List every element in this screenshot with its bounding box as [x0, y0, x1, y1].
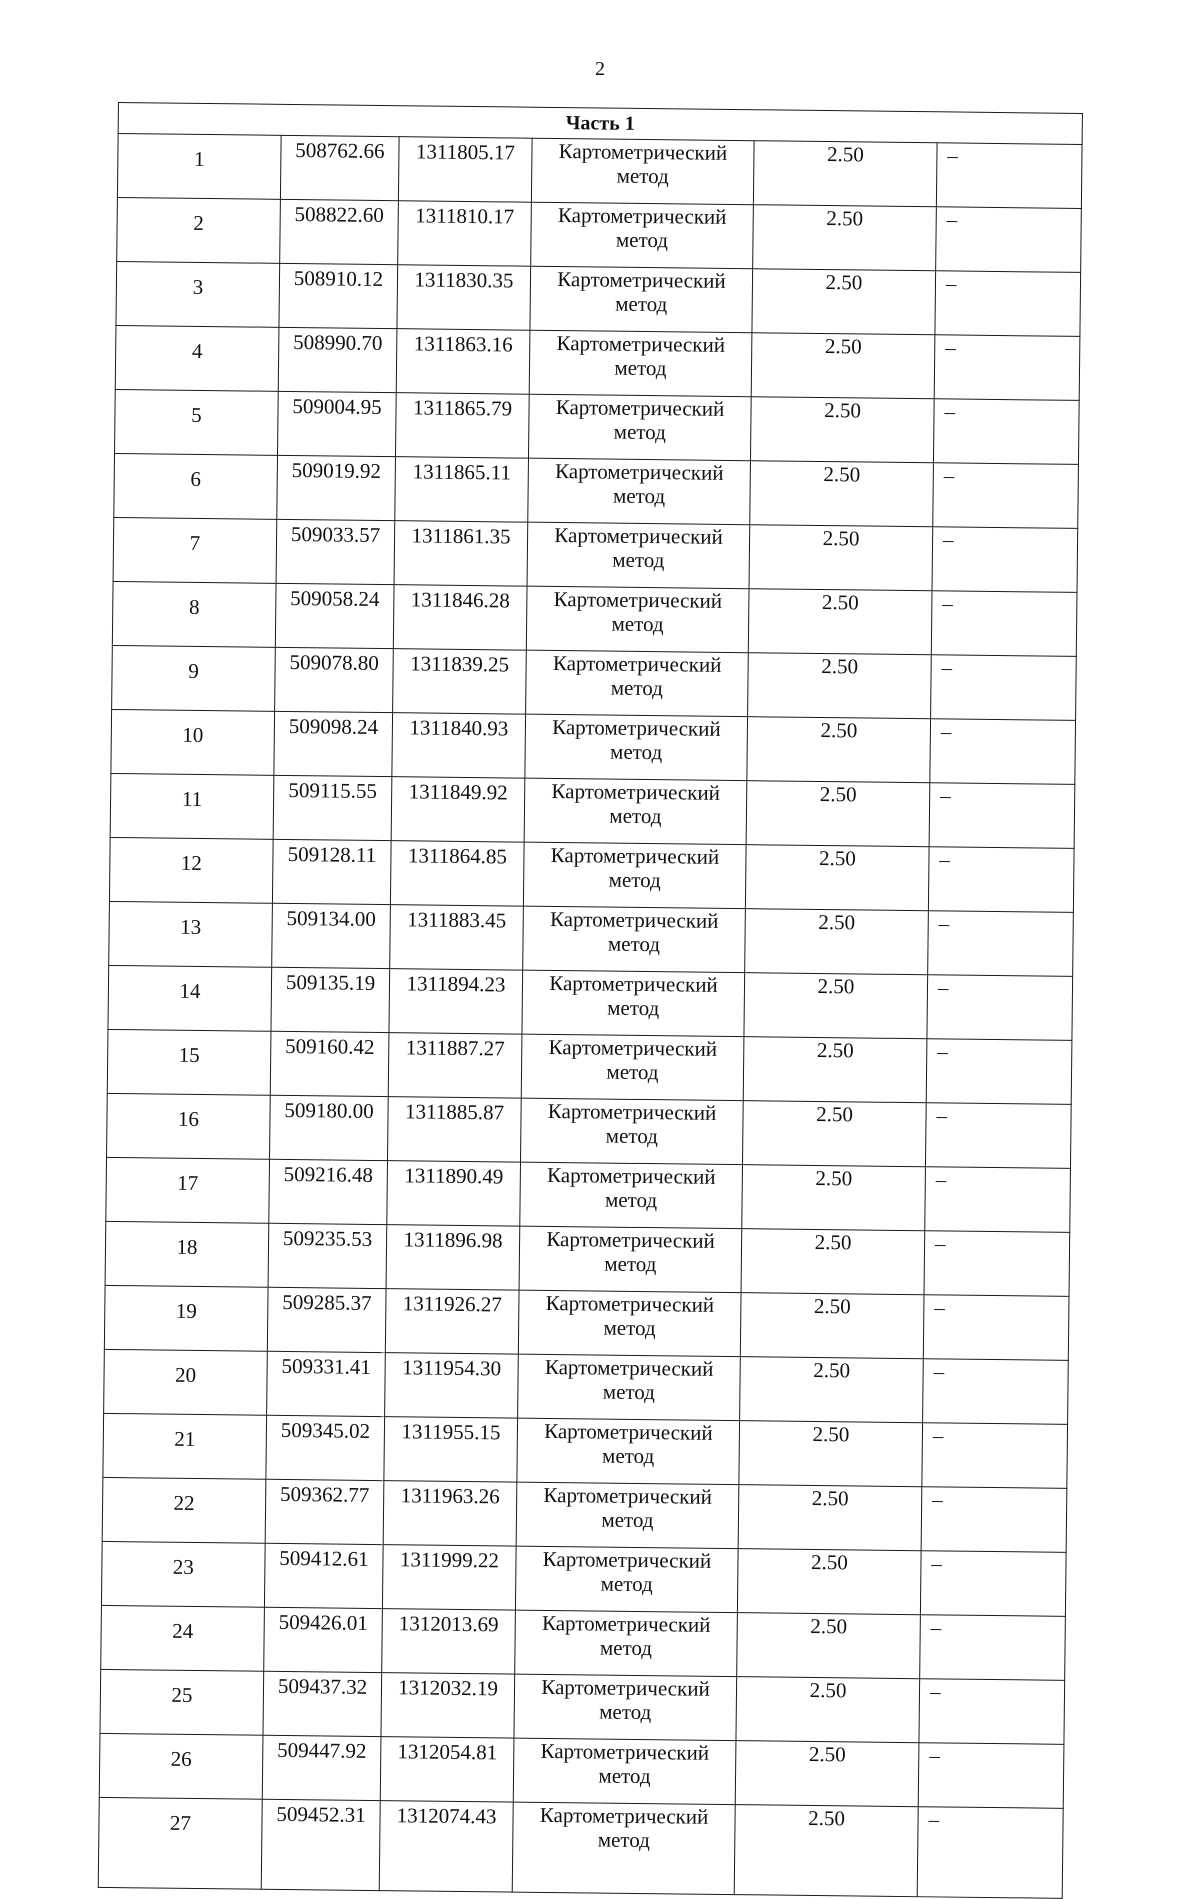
method-line-2: метод	[605, 1123, 658, 1149]
y-coordinate-cell: 1311865.79	[395, 393, 529, 459]
coordinates-table	[98, 102, 1083, 1899]
method-cell	[517, 1418, 740, 1485]
table-row	[110, 773, 1075, 848]
point-number-cell: 18	[105, 1221, 269, 1287]
point-number-cell: 1	[117, 134, 281, 200]
method-cell	[528, 394, 751, 461]
accuracy-cell: 2.50	[742, 1165, 926, 1231]
point-number-cell: 21	[103, 1413, 267, 1479]
method-cell	[529, 330, 752, 397]
method-line-2: метод	[611, 611, 664, 637]
point-number-cell: 25	[100, 1669, 264, 1735]
y-coordinate-cell: 1312074.43	[379, 1801, 513, 1893]
dash-mark: –	[932, 1423, 944, 1448]
method-line-2: метод	[601, 1507, 654, 1533]
table-row	[113, 517, 1078, 592]
method-line-2: метод	[601, 1443, 655, 1469]
point-number-cell: 27	[98, 1797, 262, 1889]
table-row	[99, 1733, 1064, 1808]
x-coordinate-cell: 509447.92	[262, 1735, 381, 1800]
note-cell	[930, 719, 1076, 785]
table-row	[100, 1669, 1065, 1744]
method-line-2: метод	[614, 355, 667, 381]
method-line-1: Картометрический	[541, 1674, 710, 1701]
method-line-1: Картометрический	[541, 1610, 711, 1637]
y-coordinate-cell: 1311865.11	[395, 457, 529, 523]
y-coordinate-cell: 1311896.98	[386, 1225, 520, 1291]
note-cell	[922, 1423, 1068, 1489]
table-row	[101, 1605, 1066, 1680]
x-coordinate-cell: 509098.24	[274, 711, 393, 776]
method-line-1: Картометрический	[539, 1802, 709, 1829]
note-cell	[919, 1679, 1065, 1745]
method-line-2: метод	[599, 1635, 653, 1661]
accuracy-cell: 2.50	[747, 717, 931, 783]
note-cell	[918, 1743, 1064, 1809]
x-coordinate-cell: 508990.70	[278, 327, 397, 392]
table-row	[117, 134, 1082, 209]
point-number-cell: 16	[107, 1093, 271, 1159]
dash-mark: –	[939, 847, 951, 872]
note-cell	[932, 527, 1078, 593]
point-number-cell: 20	[104, 1349, 268, 1415]
x-coordinate-cell: 509412.61	[264, 1543, 383, 1608]
dash-mark: –	[930, 1615, 942, 1640]
y-coordinate-cell: 1312013.69	[382, 1609, 516, 1675]
note-cell	[928, 911, 1074, 977]
accuracy-cell: 2.50	[742, 1101, 926, 1167]
table-row	[107, 1093, 1072, 1168]
accuracy-cell: 2.50	[748, 653, 932, 719]
dash-mark: –	[946, 207, 958, 232]
method-line-2: метод	[598, 1763, 651, 1789]
point-number-cell: 17	[106, 1157, 270, 1223]
point-number-cell: 22	[102, 1477, 266, 1543]
method-cell	[531, 202, 754, 269]
x-coordinate-cell: 509452.31	[261, 1799, 380, 1890]
method-line-2: метод	[616, 163, 669, 189]
method-line-2: метод	[607, 995, 660, 1021]
y-coordinate-cell: 1311883.45	[390, 905, 524, 971]
section-title: Часть 1	[118, 103, 1082, 145]
accuracy-cell: 2.50	[752, 269, 936, 335]
method-line-1: Картометрический	[548, 1034, 718, 1061]
x-coordinate-cell: 509345.02	[266, 1415, 385, 1480]
accuracy-cell: 2.50	[737, 1549, 921, 1615]
table-row	[112, 645, 1077, 720]
y-coordinate-cell: 1311890.49	[387, 1161, 521, 1227]
x-coordinate-cell: 509115.55	[273, 775, 392, 840]
method-line-2: метод	[606, 1059, 659, 1085]
point-number-cell: 2	[117, 197, 281, 263]
dash-mark: –	[943, 463, 955, 488]
x-coordinate-cell: 509362.77	[265, 1479, 384, 1544]
accuracy-cell: 2.50	[739, 1421, 923, 1487]
method-line-2: метод	[610, 675, 664, 701]
point-number-cell: 24	[101, 1605, 265, 1671]
dash-mark: –	[931, 1551, 943, 1576]
y-coordinate-cell: 1311963.26	[383, 1481, 517, 1547]
dash-mark: –	[933, 1359, 945, 1384]
method-cell	[526, 586, 749, 653]
dash-mark: –	[928, 1807, 940, 1832]
accuracy-cell: 2.50	[734, 1805, 918, 1897]
dash-mark: –	[934, 1295, 946, 1320]
x-coordinate-cell: 509216.48	[269, 1159, 388, 1224]
method-cell	[519, 1226, 742, 1293]
point-number-cell: 11	[110, 773, 274, 839]
x-coordinate-cell: 509160.42	[270, 1031, 389, 1096]
note-cell	[920, 1551, 1066, 1617]
method-line-1: Картометрический	[558, 139, 728, 165]
point-number-cell: 10	[111, 709, 275, 775]
method-line-1: Картометрический	[540, 1738, 710, 1765]
y-coordinate-cell: 1311954.30	[385, 1353, 519, 1419]
table-row	[108, 965, 1073, 1040]
method-cell	[525, 714, 748, 781]
method-cell	[518, 1290, 741, 1357]
method-line-1: Картометрический	[553, 586, 723, 613]
y-coordinate-cell: 1311863.16	[396, 329, 530, 395]
table-row	[109, 901, 1074, 976]
method-cell	[522, 970, 745, 1037]
method-cell	[524, 778, 747, 845]
note-cell	[929, 783, 1075, 849]
accuracy-cell: 2.50	[750, 461, 934, 527]
method-line-2: метод	[612, 547, 665, 573]
y-coordinate-cell: 1311999.22	[382, 1545, 516, 1611]
y-coordinate-cell: 1311846.28	[393, 585, 527, 651]
x-coordinate-cell: 509331.41	[267, 1351, 386, 1416]
note-cell	[923, 1359, 1069, 1425]
note-cell	[928, 847, 1074, 913]
dash-mark: –	[938, 911, 950, 936]
y-coordinate-cell: 1311885.87	[388, 1097, 522, 1163]
point-number-cell: 23	[101, 1541, 265, 1607]
note-cell	[920, 1615, 1066, 1681]
method-line-1: Картометрический	[552, 650, 722, 677]
accuracy-cell: 2.50	[753, 141, 937, 207]
page-number: 2	[595, 58, 605, 80]
x-coordinate-cell: 509180.00	[270, 1095, 389, 1160]
accuracy-cell: 2.50	[745, 909, 929, 975]
note-cell	[925, 1167, 1071, 1233]
point-number-cell: 7	[113, 517, 277, 583]
x-coordinate-cell: 509135.19	[271, 967, 390, 1032]
accuracy-cell: 2.50	[746, 781, 930, 847]
accuracy-cell: 2.50	[748, 589, 932, 655]
y-coordinate-cell: 1311887.27	[388, 1033, 522, 1099]
note-cell	[926, 1039, 1072, 1105]
accuracy-cell: 2.50	[740, 1357, 924, 1423]
dash-mark: –	[936, 1103, 948, 1128]
method-line-1: Картометрический	[550, 842, 720, 869]
table-row	[111, 709, 1076, 784]
y-coordinate-cell: 1311864.85	[390, 841, 524, 907]
table-row	[117, 197, 1082, 272]
x-coordinate-cell: 509426.01	[264, 1607, 383, 1672]
method-line-1: Картометрический	[542, 1546, 712, 1573]
note-cell	[931, 591, 1077, 657]
accuracy-cell: 2.50	[753, 205, 937, 271]
dash-mark: –	[945, 335, 956, 360]
note-cell	[933, 463, 1079, 529]
table-row	[106, 1157, 1071, 1232]
table-row	[104, 1285, 1069, 1360]
method-cell	[518, 1354, 741, 1421]
note-cell	[936, 207, 1082, 273]
method-line-2: метод	[597, 1827, 650, 1853]
x-coordinate-cell: 509134.00	[272, 903, 391, 968]
method-cell	[526, 650, 749, 717]
y-coordinate-cell: 1311830.35	[397, 265, 531, 331]
y-coordinate-cell: 1311849.92	[391, 777, 525, 843]
point-number-cell: 6	[114, 453, 278, 519]
dash-mark: –	[934, 1231, 946, 1256]
dash-mark: –	[937, 1039, 948, 1064]
method-cell	[515, 1546, 738, 1613]
method-line-1: Картометрический	[555, 394, 725, 421]
method-cell	[527, 522, 750, 589]
table-row	[104, 1349, 1069, 1424]
x-coordinate-cell: 508910.12	[279, 263, 398, 328]
method-cell	[520, 1162, 743, 1229]
method-line-1: Картометрический	[557, 202, 727, 229]
dash-mark: –	[929, 1743, 940, 1768]
x-coordinate-cell: 509285.37	[267, 1287, 386, 1352]
method-cell	[530, 266, 753, 333]
dash-mark: –	[935, 1167, 947, 1192]
method-cell	[531, 138, 754, 205]
method-line-1: Картометрический	[544, 1418, 713, 1445]
x-coordinate-cell: 509235.53	[268, 1223, 387, 1288]
y-coordinate-cell: 1312032.19	[381, 1673, 515, 1739]
point-number-cell: 8	[112, 581, 276, 647]
method-cell	[514, 1674, 737, 1741]
note-cell	[924, 1231, 1070, 1297]
note-cell	[936, 143, 1082, 209]
point-number-cell: 9	[112, 645, 276, 711]
point-number-cell: 14	[108, 965, 272, 1031]
table-row	[102, 1477, 1067, 1552]
dash-mark: –	[932, 1487, 943, 1512]
accuracy-cell: 2.50	[750, 397, 934, 463]
y-coordinate-cell: 1311861.35	[394, 521, 528, 587]
point-number-cell: 15	[107, 1029, 271, 1095]
method-cell	[528, 458, 751, 525]
method-line-1: Картометрический	[552, 714, 721, 741]
method-line-1: Картометрический	[554, 458, 724, 485]
x-coordinate-cell: 509078.80	[275, 647, 394, 712]
method-line-2: метод	[609, 803, 662, 829]
method-line-2: метод	[609, 739, 663, 765]
dash-mark: –	[942, 591, 954, 616]
table-row	[109, 837, 1074, 912]
note-cell	[927, 975, 1073, 1041]
y-coordinate-cell: 1311894.23	[389, 969, 523, 1035]
method-line-2: метод	[604, 1187, 658, 1213]
method-line-1: Картометрический	[554, 522, 723, 549]
table-row	[115, 389, 1080, 464]
x-coordinate-cell: 508822.60	[280, 199, 399, 264]
y-coordinate-cell: 1311840.93	[392, 713, 526, 779]
note-cell	[935, 271, 1081, 337]
dash-mark: –	[941, 655, 953, 680]
accuracy-cell: 2.50	[743, 1037, 927, 1103]
note-cell	[921, 1487, 1067, 1553]
method-line-2: метод	[613, 419, 666, 445]
method-cell	[512, 1802, 735, 1895]
method-line-1: Картометрический	[557, 266, 726, 293]
point-number-cell: 5	[115, 389, 279, 455]
method-cell	[516, 1482, 739, 1549]
method-line-1: Картометрический	[547, 1098, 717, 1125]
table-body	[98, 134, 1082, 1899]
method-line-2: метод	[607, 931, 661, 957]
method-line-1: Картометрический	[549, 970, 718, 997]
accuracy-cell: 2.50	[749, 525, 933, 591]
method-line-2: метод	[612, 483, 666, 509]
point-number-cell: 26	[99, 1733, 263, 1799]
accuracy-cell: 2.50	[751, 333, 935, 399]
x-coordinate-cell: 508762.66	[280, 135, 399, 200]
y-coordinate-cell: 1312054.81	[380, 1737, 514, 1803]
table-row	[114, 453, 1079, 528]
x-coordinate-cell: 509004.95	[278, 391, 397, 456]
x-coordinate-cell: 509058.24	[275, 583, 394, 648]
accuracy-cell: 2.50	[736, 1677, 920, 1743]
dash-mark: –	[944, 399, 956, 424]
method-cell	[513, 1738, 736, 1805]
x-coordinate-cell: 509019.92	[277, 455, 396, 520]
table-row	[107, 1029, 1072, 1104]
method-cell	[521, 1034, 744, 1101]
method-cell	[520, 1098, 743, 1165]
accuracy-cell: 2.50	[735, 1741, 919, 1807]
table-row	[115, 325, 1080, 400]
method-line-1: Картометрический	[543, 1482, 713, 1509]
table-row	[101, 1541, 1066, 1616]
x-coordinate-cell: 509033.57	[276, 519, 395, 584]
y-coordinate-cell: 1311839.25	[393, 649, 527, 715]
dash-mark: –	[947, 143, 959, 168]
y-coordinate-cell: 1311810.17	[398, 201, 532, 267]
table-row	[98, 1797, 1063, 1898]
table-row	[112, 581, 1077, 656]
dash-mark: –	[942, 527, 954, 552]
method-line-1: Картометрический	[549, 906, 719, 933]
point-number-cell: 19	[104, 1285, 268, 1351]
point-number-cell: 12	[109, 837, 273, 903]
note-cell	[933, 399, 1079, 465]
method-line-2: метод	[608, 867, 661, 893]
method-cell	[515, 1610, 738, 1677]
point-number-cell: 13	[109, 901, 273, 967]
dash-mark: –	[940, 719, 952, 744]
accuracy-cell: 2.50	[737, 1613, 921, 1679]
table-row	[116, 261, 1081, 336]
note-cell	[925, 1103, 1071, 1169]
method-line-2: метод	[615, 227, 669, 253]
note-cell	[934, 335, 1080, 401]
method-line-1: Картометрический	[556, 330, 726, 357]
method-line-2: метод	[604, 1251, 657, 1277]
method-line-1: Картометрический	[551, 778, 721, 805]
point-number-cell: 4	[115, 325, 279, 391]
method-line-1: Картометрический	[544, 1354, 714, 1381]
table-row	[103, 1413, 1068, 1488]
dash-mark: –	[937, 975, 949, 1000]
accuracy-cell: 2.50	[740, 1293, 924, 1359]
x-coordinate-cell: 509128.11	[272, 839, 391, 904]
point-number-cell: 3	[116, 261, 280, 327]
method-line-1: Картометрический	[545, 1290, 715, 1317]
method-line-2: метод	[599, 1699, 652, 1725]
method-cell	[523, 906, 746, 973]
x-coordinate-cell: 509437.32	[263, 1671, 382, 1736]
note-cell	[931, 655, 1077, 721]
method-line-2: метод	[602, 1379, 656, 1405]
accuracy-cell: 2.50	[738, 1485, 922, 1551]
y-coordinate-cell: 1311955.15	[384, 1417, 518, 1483]
accuracy-cell: 2.50	[741, 1229, 925, 1295]
y-coordinate-cell: 1311926.27	[385, 1289, 519, 1355]
dash-mark: –	[940, 783, 951, 808]
method-line-2: метод	[600, 1571, 653, 1597]
note-cell	[917, 1807, 1063, 1899]
method-line-1: Картометрический	[546, 1162, 716, 1189]
method-line-1: Картометрический	[546, 1226, 715, 1253]
method-line-2: метод	[603, 1315, 656, 1341]
dash-mark: –	[945, 271, 957, 296]
accuracy-cell: 2.50	[745, 845, 929, 911]
y-coordinate-cell: 1311805.17	[398, 137, 532, 203]
method-cell	[523, 842, 746, 909]
table-row	[105, 1221, 1070, 1296]
accuracy-cell: 2.50	[744, 973, 928, 1039]
dash-mark: –	[929, 1679, 941, 1704]
note-cell	[923, 1295, 1069, 1361]
method-line-2: метод	[615, 291, 668, 317]
